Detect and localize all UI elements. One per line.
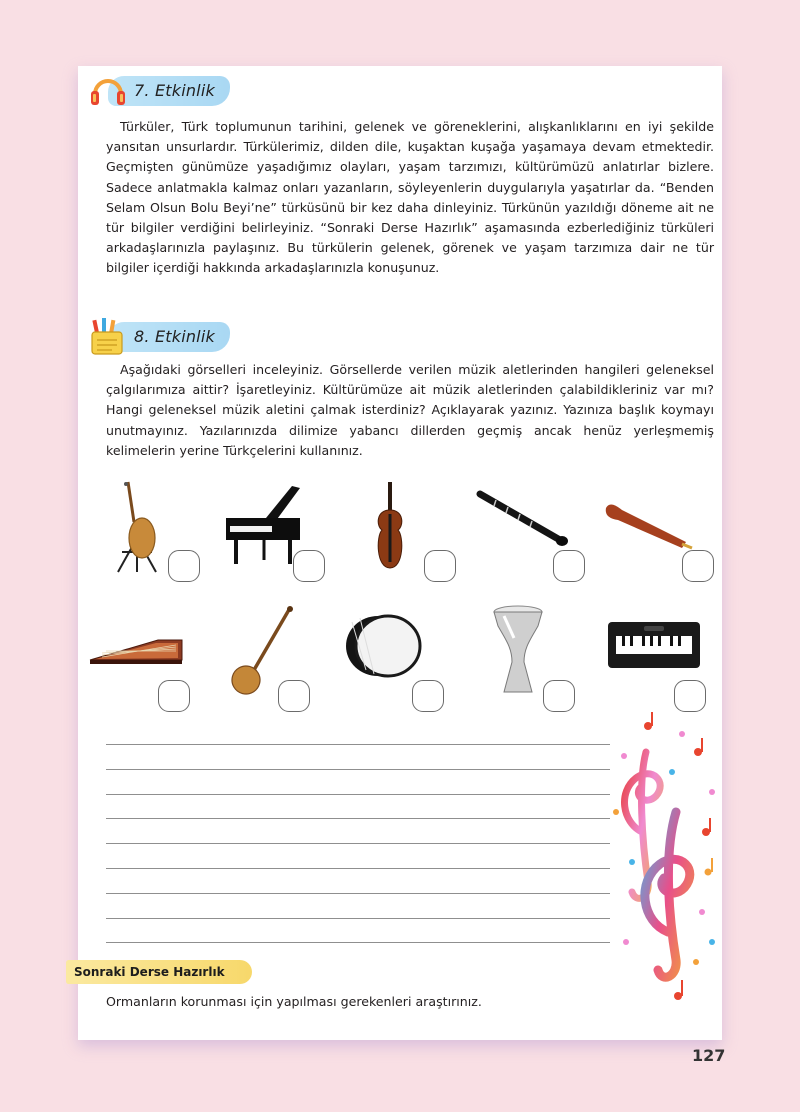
next-lesson-label: Sonraki Derse Hazırlık xyxy=(66,960,252,984)
activity-8-text: Aşağıdaki görselleri inceleyiniz. Görsellerde verilen müzik aletlerinden hangileri geleneksel çalgılarımıza aittir? İşaretleyiniz. Kültürümüze ait müzik aletlerinden çalabildikleriniz var mı? Hangi geleneksel müzik aletini çalmak isterdiniz? Açıklayarak yazınız. Yazınıza başlık koymayı unutmayınız. Yazılarınızda dilimize yabancı dillerden geçmiş ancak henüz yerleşmemiş kelimelerin yerine Türkçelerini kullanınız. xyxy=(106,362,714,458)
music-notes-icon xyxy=(612,712,722,1002)
writing-line xyxy=(106,868,610,869)
instrument-checkbox[interactable] xyxy=(158,680,190,712)
instrument-checkbox[interactable] xyxy=(553,550,585,582)
instrument-checkbox[interactable] xyxy=(682,550,714,582)
zurna-image xyxy=(602,496,694,552)
instrument-checkbox[interactable] xyxy=(424,550,456,582)
instrument-checkbox[interactable] xyxy=(543,680,575,712)
kanun-image xyxy=(88,626,184,670)
instrument-checkbox[interactable] xyxy=(293,550,325,582)
writing-line xyxy=(106,818,610,819)
activity-8-heading xyxy=(88,320,238,354)
activity-7-title: 7. Etkinlik xyxy=(134,81,215,100)
activity-7-heading xyxy=(88,74,238,108)
writing-line xyxy=(106,918,610,919)
headphones-icon xyxy=(88,70,128,110)
writing-line xyxy=(106,744,610,745)
writing-area[interactable] xyxy=(106,744,610,967)
pencil-cup-icon xyxy=(88,316,128,356)
next-lesson-text: Ormanların korunması için yapılması gerekenleri araştırınız. xyxy=(106,994,482,1009)
melodica-image xyxy=(606,620,702,670)
writing-line xyxy=(106,794,610,795)
darbuka-image xyxy=(490,604,546,696)
instrument-checkbox[interactable] xyxy=(278,680,310,712)
instrument-checkbox[interactable] xyxy=(412,680,444,712)
activity-8-title: 8. Etkinlik xyxy=(134,327,215,346)
writing-line xyxy=(106,843,610,844)
page-number: 127 xyxy=(692,1046,726,1065)
instrument-checkbox[interactable] xyxy=(674,680,706,712)
instrument-checkbox[interactable] xyxy=(168,550,200,582)
violin-image xyxy=(372,480,408,572)
clarinet-image xyxy=(474,488,570,548)
writing-line xyxy=(106,769,610,770)
grand-piano-image xyxy=(222,482,304,568)
baglama-on-stand-image xyxy=(108,478,166,574)
writing-line xyxy=(106,893,610,894)
davul-image xyxy=(340,610,424,680)
writing-line xyxy=(106,942,610,943)
activity-7-text: Türküler, Türk toplumunun tarihini, gelenek ve göreneklerini, alışkanlıklarını en iyi şekilde yansıtan unsurlardır. Türkülerimiz, dilden dile, kuşaktan kuşağa yaşamaya devam etmektedir. Geçmişten günümüze yaşadığımız olayları, yaşam tarzımızı, kültürümüzü anlatırlar bizlere. Sadece anlatmakla kalmaz onları yazanların, söyleyenlerin duygularıyla yaşatırlar da. “Benden Selam Olsun Bolu Beyi’ne” türküsünü bir kez daha dinleyiniz. Türkünün yazıldığı döneme ait ne tür bilgiler verdiğini belirleyiniz. “Sonraki Derse Hazırlık” aşamasında ezberlediğiniz türküleri arkadaşlarınızla paylaşınız. Bu türkülerin gelenek, görenek ve yaşam tarzımıza dair ne tür bilgiler içerdiği hakkında arkadaşlarınızla konuşunuz. xyxy=(106,119,714,276)
